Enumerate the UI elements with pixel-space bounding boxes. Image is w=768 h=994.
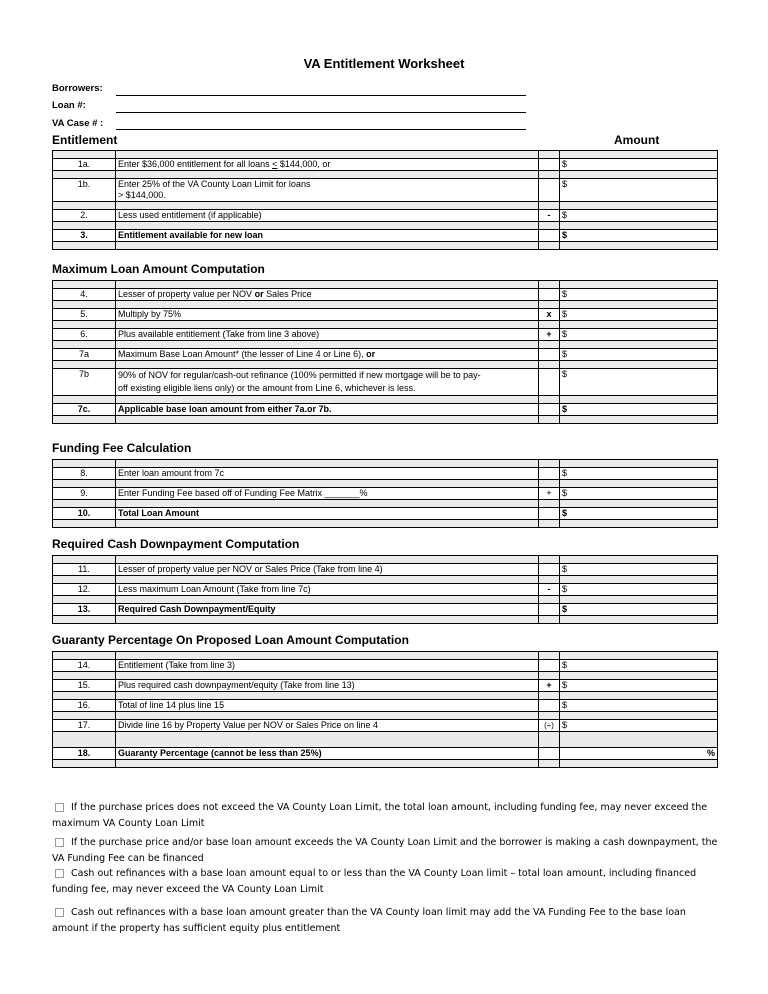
va-case-label: VA Case # : (52, 118, 104, 129)
line-6: 6. Plus available entitlement (Take from line 3 above) + $ (53, 329, 718, 341)
loan-number-field[interactable] (116, 112, 526, 113)
va-case-field[interactable] (116, 129, 526, 130)
funding-fee-table (52, 459, 718, 528)
amount-field[interactable]: $ (560, 680, 718, 692)
line-7c: 7c. Applicable base loan amount from either 7a.or 7b. $ (53, 404, 718, 416)
line-14: 14. Entitlement (Take from line 3) $ (53, 660, 718, 672)
line-13: 13. Required Cash Downpayment/Equity $ (53, 604, 718, 616)
amount-field[interactable]: $ (560, 584, 718, 596)
cash-down-table (52, 555, 718, 624)
page-title: VA Entitlement Worksheet (303, 56, 465, 71)
amount-field[interactable]: $ (560, 404, 718, 416)
line-11: 11. Lesser of property value per NOV or Sales Price (Take from line 4) $ (53, 564, 718, 576)
checkbox-icon (55, 838, 64, 847)
entitlement-table (52, 150, 718, 250)
guaranty-table (52, 651, 718, 768)
line-4: 4. Lesser of property value per NOV or Sales Price $ (53, 289, 718, 301)
borrowers-field[interactable] (116, 95, 526, 96)
note-4: Cash out refinances with a base loan amount greater than the VA County loan limit may add the VA Funding Fee to the base loan amount if the property has sufficient equity plus entitlement (52, 907, 686, 934)
amount-field[interactable]: $ (560, 309, 718, 321)
cash-down-heading: Required Cash Downpayment Computation (52, 537, 300, 551)
line-15: 15. Plus required cash downpayment/equity (Take from line 13) + $ (53, 680, 718, 692)
borrowers-label: Borrowers: (52, 83, 103, 94)
amount-field[interactable]: $ (560, 468, 718, 480)
line-8: 8. Enter loan amount from 7c $ (53, 468, 718, 480)
amount-field[interactable]: $ (560, 179, 718, 202)
line-7a: 7a Maximum Base Loan Amount* (the lesser of Line 4 or Line 6), or $ (53, 349, 718, 361)
max-loan-table (52, 280, 718, 424)
line-9: 9. Enter Funding Fee based off of Funding Fee Matrix _______% + $ (53, 488, 718, 500)
amount-field[interactable]: $ (560, 604, 718, 616)
note-1: If the purchase prices does not exceed the VA County Loan Limit, the total loan amount, including funding fee, may never exceed the maximum VA County Loan Limit (52, 802, 708, 829)
amount-field[interactable]: $ (560, 508, 718, 520)
amount-field[interactable]: $ (560, 369, 718, 396)
line-2: 2. Less used entitlement (if applicable) - $ (53, 210, 718, 222)
checkbox-icon (55, 908, 64, 917)
max-loan-heading: Maximum Loan Amount Computation (52, 262, 265, 276)
checkbox-icon (55, 803, 64, 812)
amount-field[interactable]: $ (560, 210, 718, 222)
amount-field[interactable]: $ (560, 159, 718, 171)
note-2: If the purchase price and/or base loan amount exceeds the VA County Loan Limit and the borrower is making a cash downpayment, the VA Funding Fee can be financed (52, 837, 718, 864)
amount-field[interactable]: $ (560, 349, 718, 361)
funding-fee-percent-field[interactable]: _______ (324, 488, 360, 498)
line-10: 10. Total Loan Amount $ (53, 508, 718, 520)
amount-field[interactable]: $ (560, 660, 718, 672)
amount-heading: Amount (614, 133, 660, 147)
line-1b: 1b. Enter 25% of the VA County Loan Limit for loans > $144,000. $ (53, 179, 718, 202)
line-1a: 1a. Enter $36,000 entitlement for all loans < $144,000, or $ (53, 159, 718, 171)
amount-field[interactable]: $ (560, 329, 718, 341)
amount-field[interactable]: $ (560, 720, 718, 732)
checkbox-icon (55, 869, 64, 878)
line-16: 16. Total of line 14 plus line 15 $ (53, 700, 718, 712)
amount-field[interactable]: $ (560, 289, 718, 301)
amount-field[interactable]: $ (560, 564, 718, 576)
amount-field[interactable]: $ (560, 700, 718, 712)
loan-number-label: Loan #: (52, 100, 86, 111)
percent-field[interactable]: % (560, 748, 718, 760)
entitlement-heading: Entitlement (52, 133, 118, 147)
amount-field[interactable]: $ (560, 230, 718, 242)
guaranty-heading: Guaranty Percentage On Proposed Loan Amount Computation (52, 633, 409, 647)
line-12: 12. Less maximum Loan Amount (Take from line 7c) - $ (53, 584, 718, 596)
line-7b: 7b 90% of NOV for regular/cash-out refinance (100% permitted if new mortgage will be to pay- off existing eligible liens only) or the amount from Line 6, whichever is less. $ (53, 369, 718, 396)
funding-fee-heading: Funding Fee Calculation (52, 441, 192, 455)
line-18: 18. Guaranty Percentage (cannot be less than 25%) % (53, 748, 718, 760)
amount-field[interactable]: $ (560, 488, 718, 500)
line-17: 17. Divide line 16 by Property Value per NOV or Sales Price on line 4 (÷) $ (53, 720, 718, 732)
line-5: 5. Multiply by 75% x $ (53, 309, 718, 321)
note-3: Cash out refinances with a base loan amount equal to or less than the VA County Loan limit – total loan amount, including financed funding fee, may never exceed the VA County Loan Limit (52, 868, 697, 895)
line-3: 3. Entitlement available for new loan $ (53, 230, 718, 242)
